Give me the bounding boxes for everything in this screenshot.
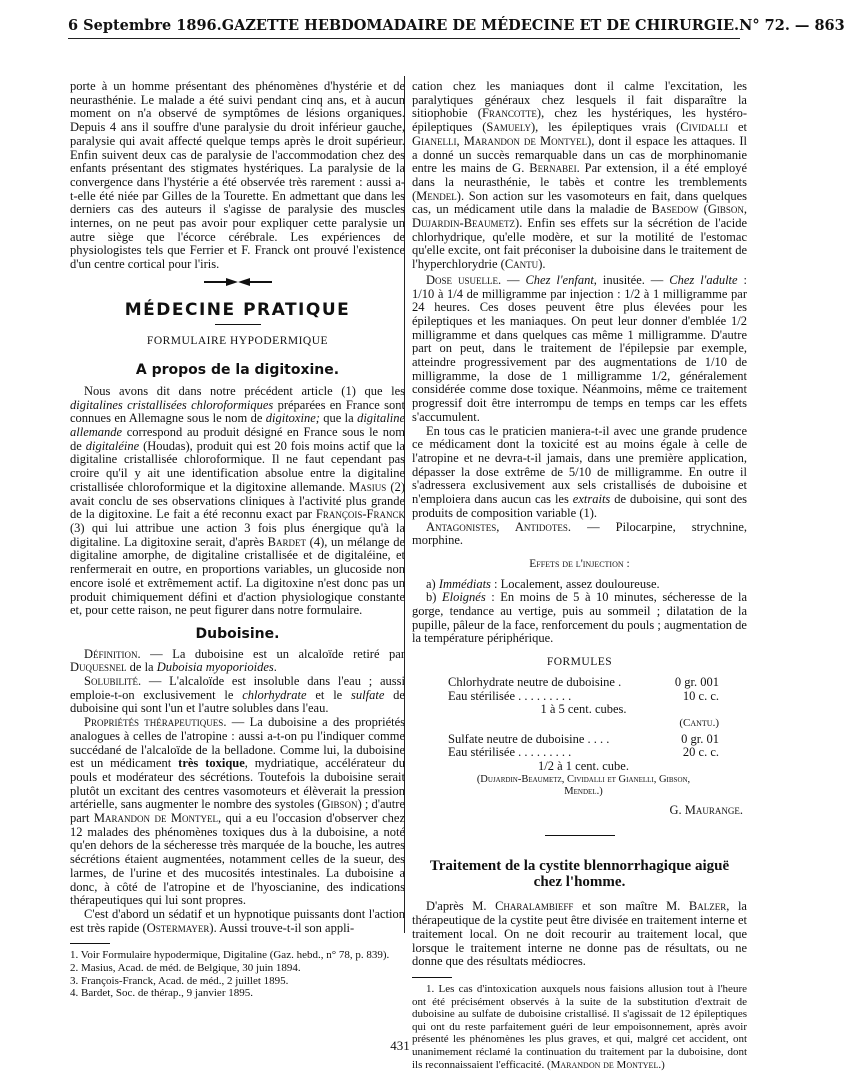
article-title-duboisine: Duboisine. bbox=[195, 625, 280, 642]
footnotes bbox=[70, 949, 405, 999]
formula-2-reference: (Dujardin-Beaumetz, Cividalli et Gianelli, Gibson, Mendel.) bbox=[476, 773, 691, 797]
article-title-digitoxine: A propos de la digitoxine. bbox=[135, 362, 340, 379]
formula-line: Sulfate neutre de duboisine . . . . 0 gr. 01 bbox=[448, 731, 719, 746]
formula-line: Eau stérilisée . . . . . . . . . 10 c. c. bbox=[448, 688, 719, 703]
ornamental-rule bbox=[70, 278, 405, 286]
formula-line: Chlorhydrate neutre de duboisine . 0 gr. 001 bbox=[448, 674, 719, 689]
header-date: 6 Septembre 1896. bbox=[68, 16, 222, 34]
formules-heading: FORMULES bbox=[546, 656, 613, 669]
footnote-3: 3. François-Franck, Acad. de méd., 2 juillet 1895. bbox=[70, 974, 289, 987]
solubilite-paragraph: Solubilité. — L'alcaloïde est insoluble dans l'eau ; aussi emploie-t-on exclusivement le chlorhydrate et le sulfate de duboisine qui sont l'un et l'autre solubles dans l'eau. bbox=[70, 674, 405, 716]
dose-paragraph: Dose usuelle. — Chez l'enfant, inusitée. — Chez l'adulte : 1/10 à 1/4 de milligramme par injection : 1/2 à 1 milligramme par 24 heures. Ces doses peuvent être plus élevées pour les épileptiques et les maniaques. On peut leur donner d'emblée 1/2 milligramme et dans quelques cas même 1 milligramme. D'autre part on peut, dans le traitement de l'épilepsie par exemple, atteindre progressivement par des augmentations de 1/10 de milligramme, la dose de 1 milligramme 1/2, généralement considérée comme dose toxique. Néanmoins, même ce traitement progressif doit être interrompu de temps en temps car les effets s'accumulent. bbox=[412, 272, 747, 424]
formulaire-heading: FORMULAIRE HYPODERMIQUE bbox=[146, 334, 329, 347]
footnote-2: 2. Masius, Acad. de méd. de Belgique, 30 juin 1894. bbox=[70, 961, 301, 974]
continued-paragraph: porte à un homme présentant des phénomènes d'hystérie et de neurasthénie. Le malade a été suivi pendant cinq ans, et à aucun moment on n'a observé de symptômes de lésions organiques. Depuis 4 ans il souffre d'une paralysie du droit inférieur gauche, paralysie qui avait affecté quelque temps après le droit supérieur. Enfin suivent deux cas de paralysie de l'accommodation chez des enfants présentant des stigmates hystériques. La paralysie de la convergence dans l'hystérie a été observée très rarement : aussi a-t-elle été niée par Gilles de la Tourette. En admettant que dans les derniers cas des auteurs il s'agisse de paralysie des muscles internes, on ne peut pas avoir pour expliquer cette paralysie un autre siège que l'écorce cérébrale. Les expériences de physiologistes tels que Ferrier et F. Franck ont prouvé l'existence d'un centre cortical pour l'iris. bbox=[70, 79, 405, 272]
author-signature: G. Maurange. bbox=[669, 802, 743, 817]
formula-1 bbox=[412, 676, 747, 731]
footnote-right: 1. Les cas d'intoxication auxquels nous faisions allusion tout à l'heure ont été précisément observés à la suite de la substitution d'extrait de duboisine au sulfate de duboisine cristallisé. Il s'agissait de 12 épileptiques qui ont du reste parfaitement guéri de leur empoisonnement, après avoir présenté les phénomènes les plus graves, et qui, malgré cet accident, ont unanimement réclamé la continuation du traitement par la duboisine, dont ils reconnaissaient l'efficacité. (Marandon de Montyel.) bbox=[412, 982, 747, 1071]
left-column bbox=[70, 80, 405, 1000]
section-underline bbox=[215, 324, 261, 325]
continued-paragraph-right: cation chez les maniaques dont il calme l'excitation, les paralytiques généraux chez lesquels il fait disparaître la sitiophobie (Francotte), chez les hystériques, les hystéro-épileptiques (Samuely), les épileptiques vrais (Cividalli et Gianelli, Marandon de Montyel), dont il espace les attaques. Il a donné un succès remarquable dans un cas de morphinomanie entre les mains de G. Bernabei. Par extension, il a été employé dans la neurasthénie, le tabès et contre les tremblements (Mendel). Son action sur les vasomoteurs en fait, dans quelques cas, un médicament utile dans la maladie de Basedow (Gibson, Dujardin-Beaumetz). Enfin ses effets sur la sécrétion de l'acide chlorhydrique, qu'elle modère, et sur la motilité de l'estomac qu'elle excite, ont fait préconiser la duboisine dans le traitement de l'hyperchlorydrie (Cantu). bbox=[412, 79, 747, 272]
section-title: MÉDECINE PRATIQUE bbox=[124, 299, 351, 320]
digitoxine-paragraph: Nous avons dit dans notre précédent article (1) que les digitalines cristallisées chloroformiques préparées en France sont connues en Allemagne sous le nom de digitoxine; que la digitaline allemande correspond au produit désigné en France sous le nom de digitaléine (Houdas), produit qui est 20 fois moins actif que la digitaline cristallisée chloroformique. Il ne faut cependant pas croire qu'il y ait une identification absolue entre la digitaline cristallisée chloroformique et la digitoxine allemande. Masius (2) avait conclu de ses observations cliniques à l'activité plus grande de la digitoxine. Le fait a été reconnu exact par François-Franck (3) qui lui attribue une action 3 fois plus énergique qu'à la digitaline. La digitoxine serait, d'après Bardet (4), un mélange de digitaline amorphe, de digitaline cristallisée et de digitaléine, et renfermerait en outre, en proportions variables, un glucoside non encore isolé et extrêmement actif. La digitoxine n'est donc pas un produit chimiquement défini et d'action physiologique constante et, pour cette raison, ne peut figurer dans notre formulaire. bbox=[70, 383, 406, 618]
prudence-paragraph: En tous cas le praticien maniera-t-il avec une grande prudence ce médicament dont la toxicité est au moins égale à celle de l'atropine et ne devra-t-il jamais, dans une première application, dépasser la dose extrême de 5/10 de milligramme. En outre il s'adressera exclusivement aux sels cristallisés de duboisine et n'emploiera dans aucun cas les extraits de duboisine, qui sont des produits de composition variable (1). bbox=[412, 423, 747, 520]
footnote-1: 1. Voir Formulaire hypodermique, Digitaline (Gaz. hebd., n° 78, p. 839). bbox=[70, 949, 390, 962]
formula-2 bbox=[412, 733, 747, 798]
header-journal-title: GAZETTE HEBDOMADAIRE DE MÉDECINE ET DE CHIRURGIE. bbox=[221, 16, 740, 34]
formula-1-dosage: 1 à 5 cent. cubes. bbox=[540, 702, 627, 717]
sedatif-paragraph: C'est d'abord un sédatif et un hypnotique puissants dont l'action est très rapide (Ostermayer). Aussi trouve-t-il son appli- bbox=[70, 906, 405, 935]
formula-line: Eau stérilisée . . . . . . . . . 20 c. c. bbox=[448, 745, 719, 760]
article-title-cystite: Traitement de la cystite blennorrhagique aiguë chez l'homme. bbox=[429, 858, 730, 891]
definition-paragraph: Définition. — La duboisine est un alcaloïde retiré par Duquesnel de la Duboisia myoporioides. bbox=[70, 646, 405, 675]
running-header bbox=[68, 12, 845, 39]
section-separator bbox=[545, 835, 615, 836]
footnote-4: 4. Bardet, Soc. de thérap., 9 janvier 1895. bbox=[70, 987, 253, 1000]
right-column bbox=[412, 80, 747, 1071]
antagonistes-paragraph: Antagonistes, Antidotes. — Pilocarpine, strychnine, morphine. bbox=[412, 519, 748, 548]
footnote-rule bbox=[70, 943, 110, 944]
footnote-rule-right bbox=[412, 977, 452, 978]
proprietes-paragraph: Propriétés thérapeutiques. — La duboisine a des propriétés analogues à celles de l'atropine : aussi a-t-on pu l'indiquer comme succédané de l'alcaloïde de la belladone. Comme lui, la duboisine est un médicament très toxique, mydriatique, accélérateur du pouls et modérateur des sécrétions. Toutefois la duboisine serait plutôt un excitant des centres vasomoteurs et élèverait la pression artérielle, sans augmenter le nombre des systoles (Gibson) ; d'autre part Marandon de Montyel, qui a eu l'occasion d'observer chez 12 malades des phénomènes toxiques dus à la duboisine, a noté qu'en dehors de la sécheresse très marquée de la bouche, les autres sécrétions étaient augmentées, notamment celles de la sueur, des larmes, de l'urine et des mucosités intestinales. La duboisine a donc, à côté de l'atropine et de l'hyoscianine, des indications thérapeutiques qui lui sont propres. bbox=[70, 715, 405, 908]
effets-b: b) Eloignés : En moins de 5 à 10 minutes, sécheresse de la gorge, tendance au vertige, puis au sommeil ; dilatation de la pupille, pâleur de la face, renforcement du pouls ; augmentation de la température périphérique. bbox=[412, 590, 747, 646]
effets-a: a) Immédiats : Localement, assez douloureuse. bbox=[426, 576, 660, 591]
cystite-paragraph: D'après M. Charalambieff et son maître M. Balzer, la thérapeutique de la cystite peut être divisée en traitement interne et traitement local. On ne doit recourir au traitement local, que lorsque le traitement interne ne donne pas de résultats, ou ne donne que des résultats médiocres. bbox=[412, 899, 747, 969]
formula-2-dosage: 1/2 à 1 cent. cube. bbox=[538, 759, 629, 774]
effets-heading: Effets de l'injection : bbox=[529, 557, 630, 570]
formula-1-reference: (Cantu.) bbox=[679, 716, 719, 729]
header-issue: N° 72. — 863 bbox=[739, 16, 845, 34]
page-number: 431 bbox=[390, 1038, 410, 1053]
